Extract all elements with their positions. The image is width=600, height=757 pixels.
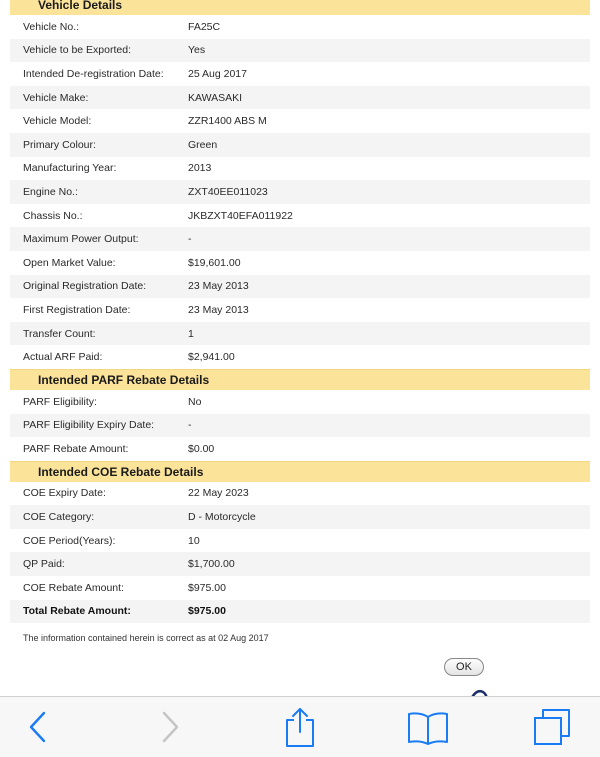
detail-value: 25 Aug 2017 [188, 67, 247, 80]
detail-value: FA25C [188, 20, 221, 33]
detail-label: Vehicle Make: [23, 91, 89, 104]
detail-value: ZZR1400 ABS M [188, 115, 267, 128]
detail-label: COE Category: [23, 511, 95, 524]
detail-row-coe-rebate [10, 576, 590, 600]
detail-label: Original Registration Date: [23, 280, 147, 293]
parf-details-list [0, 390, 600, 461]
detail-value: 22 May 2023 [188, 487, 249, 500]
detail-value: - [188, 233, 192, 246]
detail-value: $975.00 [188, 605, 226, 618]
detail-row-omv [10, 251, 590, 275]
detail-value: No [188, 395, 202, 408]
detail-value: Yes [188, 44, 206, 57]
vehicle-details-list [0, 15, 600, 369]
detail-row-model [10, 109, 590, 133]
forward-button[interactable] [140, 697, 200, 757]
detail-value: ZXT40EE011023 [188, 185, 268, 198]
detail-label: Engine No.: [23, 185, 78, 198]
detail-row-total-rebate [10, 600, 590, 624]
detail-value: Green [188, 138, 218, 151]
detail-label: PARF Rebate Amount: [23, 442, 129, 455]
detail-row-parf-expiry [10, 414, 590, 438]
detail-row-mfg-year [10, 157, 590, 181]
detail-label: COE Period(Years): [23, 534, 116, 547]
detail-label: First Registration Date: [23, 303, 131, 316]
detail-value: JKBZXT40EFA011922 [188, 209, 293, 222]
detail-label: PARF Eligibility: [23, 395, 97, 408]
detail-label: Primary Colour: [23, 138, 96, 151]
tabs-icon [532, 707, 572, 747]
detail-row-orig-reg-date [10, 275, 590, 299]
detail-label: COE Expiry Date: [23, 487, 106, 500]
detail-value: D - Motorcycle [188, 511, 256, 524]
detail-row-parf-eligibility [10, 390, 590, 414]
detail-row-coe-category [10, 505, 590, 529]
section-header-parf-rebate: Intended PARF Rebate Details [10, 369, 590, 390]
bookmarks-button[interactable] [398, 697, 458, 757]
detail-row-export [10, 39, 590, 63]
section-header-vehicle-details: Vehicle Details [10, 0, 590, 15]
detail-value: $19,601.00 [188, 256, 241, 269]
detail-row-engine-no [10, 180, 590, 204]
detail-label: Vehicle No.: [23, 20, 80, 33]
detail-value: 1 [188, 327, 194, 340]
detail-label: Open Market Value: [23, 256, 116, 269]
detail-value: $0.00 [188, 442, 215, 455]
detail-row-colour [10, 133, 590, 157]
detail-label: Actual ARF Paid: [23, 351, 103, 364]
detail-value: - [188, 419, 192, 432]
detail-label: Total Rebate Amount: [23, 605, 131, 618]
section-header-coe-rebate: Intended COE Rebate Details [10, 461, 590, 482]
detail-label: COE Rebate Amount: [23, 581, 124, 594]
detail-row-arf-paid [10, 345, 590, 369]
back-button[interactable] [8, 697, 68, 757]
chevron-left-icon [26, 710, 50, 744]
detail-value: $975.00 [188, 581, 226, 594]
detail-row-make [10, 86, 590, 110]
detail-label: Transfer Count: [23, 327, 96, 340]
detail-value: 23 May 2013 [188, 280, 249, 293]
tabs-button[interactable] [522, 697, 582, 757]
detail-label: Manufacturing Year: [23, 162, 117, 175]
share-icon [283, 706, 317, 748]
ok-button-wrap [444, 658, 484, 676]
detail-row-max-power [10, 227, 590, 251]
book-icon [406, 709, 450, 745]
detail-value: $2,941.00 [188, 351, 235, 364]
detail-row-vehicle-no [10, 15, 590, 39]
chevron-right-icon [158, 710, 182, 744]
detail-label: Vehicle Model: [23, 115, 92, 128]
share-button[interactable] [270, 697, 330, 757]
detail-label: Vehicle to be Exported: [23, 44, 131, 57]
detail-label: PARF Eligibility Expiry Date: [23, 419, 155, 432]
info-footnote: The information contained herein is correct as at 02 Aug 2017 [23, 633, 269, 644]
ok-button[interactable]: OK [444, 658, 484, 676]
detail-value: KAWASAKI [188, 91, 243, 104]
detail-label: Maximum Power Output: [23, 233, 139, 246]
detail-label: Chassis No.: [23, 209, 83, 222]
detail-row-dereg-date [10, 62, 590, 86]
detail-row-qp-paid [10, 552, 590, 576]
detail-label: QP Paid: [23, 558, 65, 571]
detail-row-parf-amount [10, 437, 590, 461]
detail-row-transfer-count [10, 322, 590, 346]
detail-value: 23 May 2013 [188, 303, 249, 316]
browser-toolbar [0, 696, 600, 757]
detail-row-coe-period [10, 529, 590, 553]
detail-row-coe-expiry [10, 482, 590, 506]
detail-value: $1,700.00 [188, 558, 235, 571]
detail-row-first-reg-date [10, 298, 590, 322]
detail-value: 2013 [188, 162, 212, 175]
detail-value: 10 [188, 534, 200, 547]
coe-details-list [0, 482, 600, 624]
detail-label: Intended De-registration Date: [23, 67, 164, 80]
detail-row-chassis-no [10, 204, 590, 228]
